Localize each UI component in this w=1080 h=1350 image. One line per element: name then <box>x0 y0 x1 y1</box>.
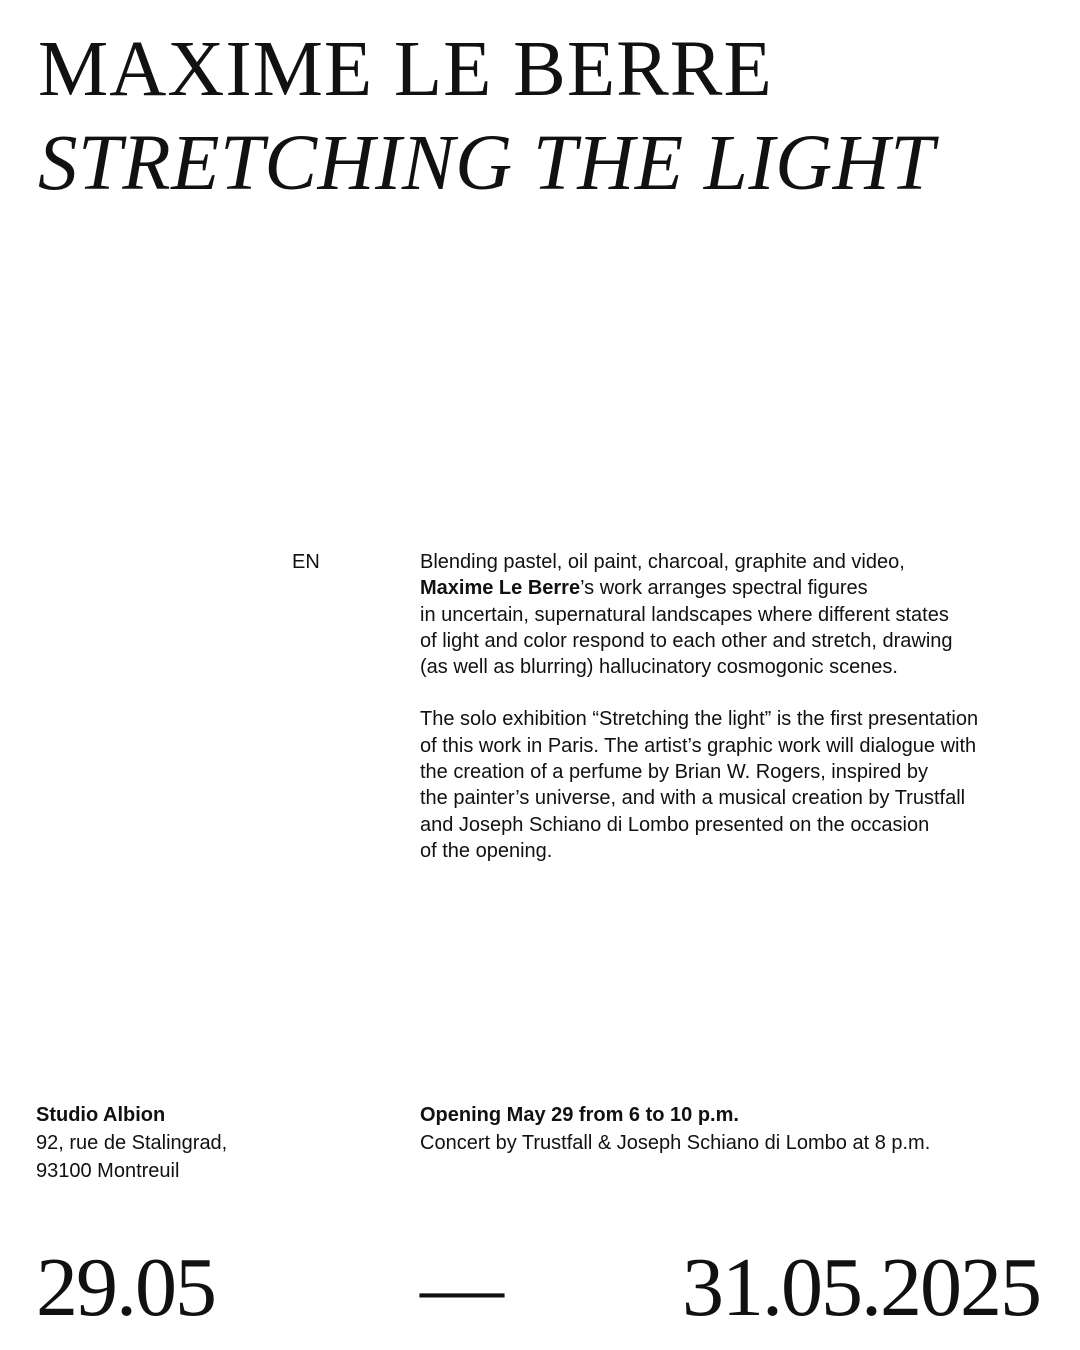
start-date: 29.05 <box>36 1241 215 1334</box>
description <box>420 549 1060 890</box>
description-line: The solo exhibition “Stretching the light” is the first presentation <box>420 708 979 731</box>
description-paragraph-2 <box>420 706 1060 864</box>
description-line: the creation of a perfume by Brian W. Rogers, inspired by <box>420 761 929 784</box>
opening-time: Opening May 29 from 6 to 10 p.m. <box>420 1104 739 1126</box>
venue-name: Studio Albion <box>36 1104 166 1126</box>
description-line: in uncertain, supernatural landscapes where different states <box>420 603 949 626</box>
concert-info: Concert by Trustfall & Joseph Schiano di Lombo at 8 p.m. <box>420 1132 931 1154</box>
event-info <box>420 1101 930 1157</box>
artist-name-inline: Maxime Le Berre <box>420 577 581 600</box>
exhibition-title: STRETCHING THE LIGHT <box>38 120 935 207</box>
description-line: of light and color respond to each other and stretch, drawing <box>420 629 953 652</box>
description-line <box>420 575 1060 601</box>
venue-address-line: 93100 Montreuil <box>36 1160 180 1182</box>
venue-info <box>36 1101 227 1185</box>
date-separator: — <box>420 1241 504 1334</box>
description-line: (as well as blurring) hallucinatory cosmogonic scenes. <box>420 656 898 679</box>
end-date: 31.05.2025 <box>682 1241 1040 1334</box>
description-line: and Joseph Schiano di Lombo presented on the occasion <box>420 813 930 836</box>
venue-address-line: 92, rue de Stalingrad, <box>36 1132 228 1154</box>
language-label: EN <box>292 551 320 573</box>
description-line: of this work in Paris. The artist’s graphic work will dialogue with <box>420 734 977 757</box>
artist-name: MAXIME LE BERRE <box>38 26 773 113</box>
description-paragraph-1 <box>420 549 1060 680</box>
description-line-rest: ’s work arranges spectral figures <box>580 577 868 600</box>
description-line: of the opening. <box>420 839 553 862</box>
description-line: the painter’s universe, and with a musical creation by Trustfall <box>420 787 966 810</box>
description-line: Blending pastel, oil paint, charcoal, graphite and video, <box>420 551 905 573</box>
